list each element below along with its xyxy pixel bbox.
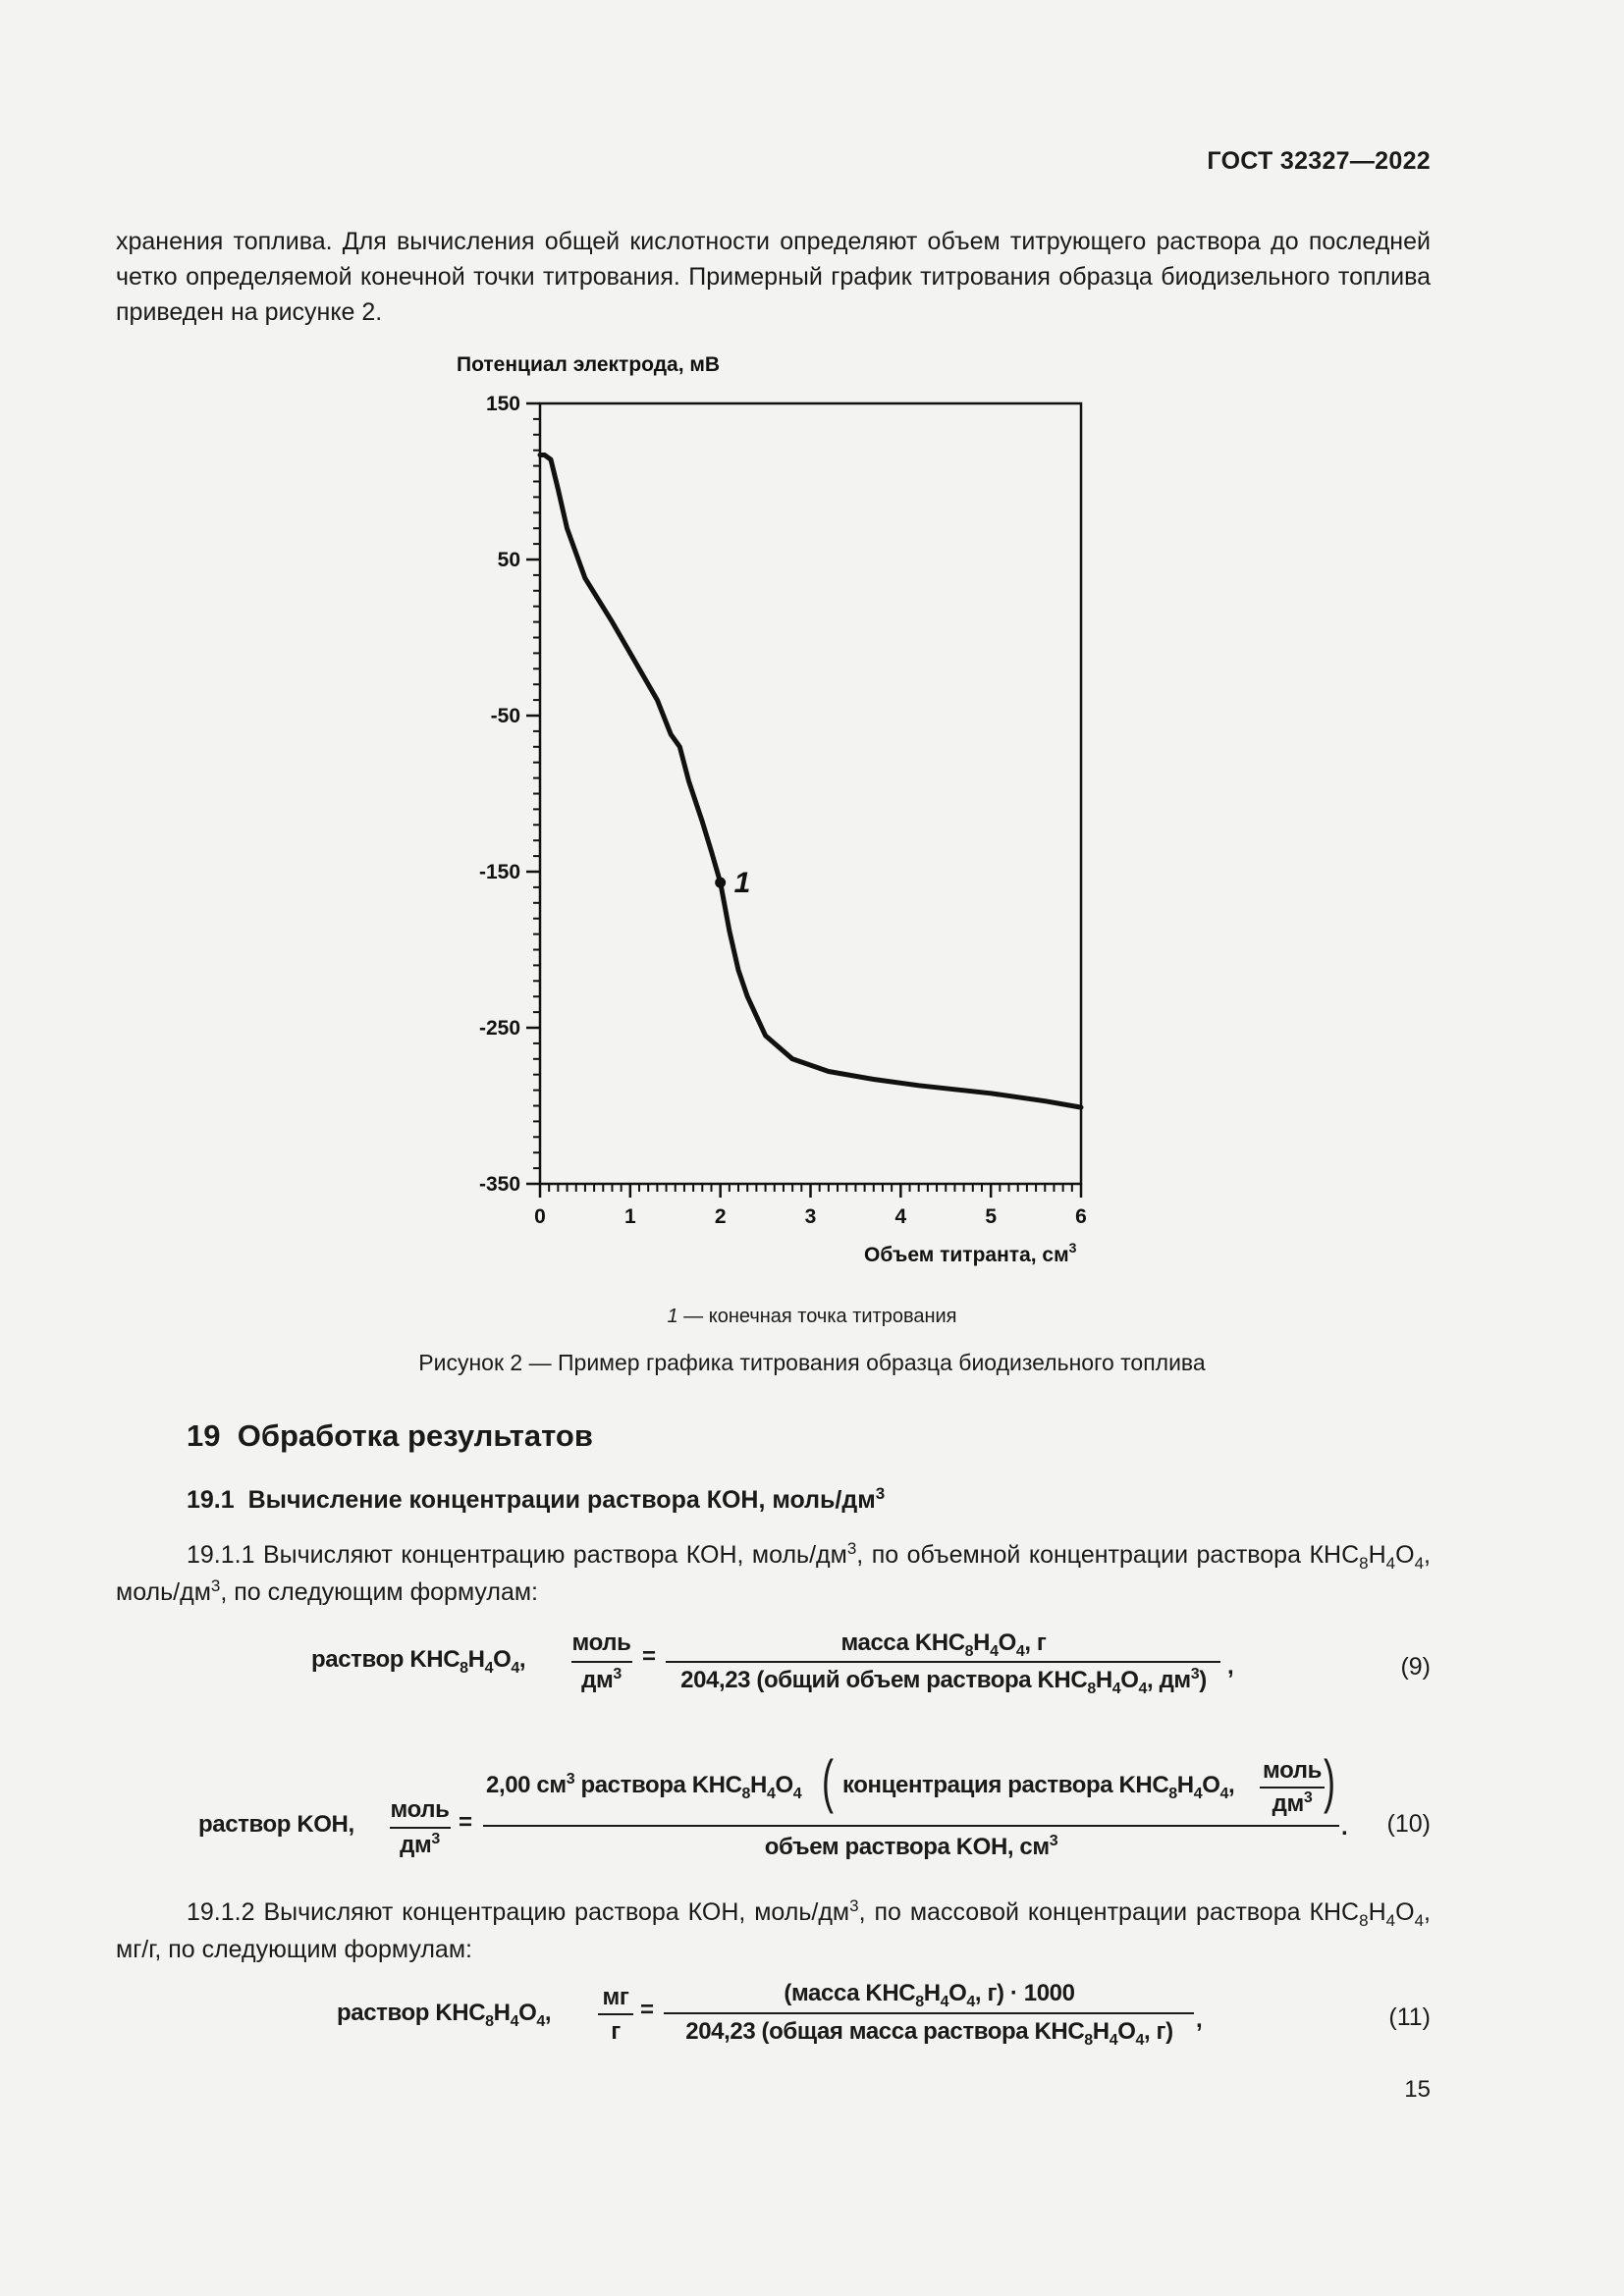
standard-header: ГОСТ 32327—2022: [1207, 147, 1431, 175]
x-tick-label: 3: [804, 1205, 817, 1228]
paragraph-19-1-2: 19.1.2 Вычисляют концентрацию раствора КОН, моль/$дм^3$, по массовой концентрации раствора $КНС_8Н_4О_4$, мг/г, по следующим формулам:: [116, 1896, 1431, 1963]
x-tick-labels: [534, 1205, 1087, 1228]
subsection-heading: [187, 1486, 885, 1515]
y-tick-labels: [479, 393, 520, 1196]
chart-y-axis-label: Потенциал электрода, мВ: [457, 353, 721, 376]
section-number: 19: [187, 1418, 221, 1453]
y-tick-label: -150: [478, 861, 520, 883]
x-tick-label: 2: [714, 1205, 727, 1228]
y-axis-ticks: [526, 403, 540, 1184]
x-tick-label: 1: [623, 1205, 636, 1228]
intro-paragraph: хранения топлива. Для вычисления общей кислотности определяют объем титрующего раствора до последней четко определяемой конечной точки титрования. Примерный график титрования образца биодизельного топлива приведен на рисунке 2.: [116, 228, 1431, 326]
subsection-number: 19.1: [187, 1486, 235, 1514]
y-tick-label: 50: [497, 549, 520, 571]
subsection-sup: 3: [875, 1484, 886, 1503]
section-heading: [187, 1418, 593, 1454]
endpoint-marker: [715, 878, 726, 888]
legend-number: 1: [667, 1306, 678, 1327]
subsection-title: Вычисление концентрации раствора КОН, моль/дм: [247, 1486, 876, 1514]
paragraph-19-1-1: 19.1.1 Вычисляют концентрацию раствора КОН, моль/$дм^3$, по объемной концентрации раствора $КНС_8Н_4О_4$, моль/$дм^3$, по следующим формулам:: [116, 1539, 1431, 1606]
x-tick-label: 4: [894, 1205, 907, 1228]
x-tick-label: 5: [985, 1205, 998, 1228]
y-tick-label: 150: [485, 393, 520, 415]
section-title: Обработка результатов: [237, 1418, 593, 1453]
y-tick-label: -350: [478, 1173, 520, 1196]
y-tick-label: -50: [490, 705, 520, 727]
figure-legend: [0, 1306, 1624, 1328]
document-page: ГОСТ 32327—2022 хранения топлива. Для вычисления общей кислотности определяют объем титрующего раствора до последней четко определяемой конечной точки титрования. Примерный график титрования образца биодизельного топлива приведен на рисунке 2. Потенциал электрода, мВ 150 50 -50 -150 -250 -350 0 1 2 3 4 5 6 1 Объем титранта, $см^3$ 1 — конечная точка титрования Рисунок 2 — Пример графика титрования образца биодизельного топлива 19 Обработка результатов 19.1 Вычисление концентрации раствора КОН, моль/$дм^3$ 19.1.1 Вычисляют концентрацию раствора КОН, моль/$дм^3$, по объемной концентрации раствора $КНС_8Н_4О_4$, моль/$дм^3$, по следующим формулам: раствор $KHC_8H_4O_4$, моль $дм^3$ = масса $KHC_8H_4O_4$, г 204,23 (общий объем раствора $KHC_8H_4O_4$, $дм^3$) , (9) раствор KOH, моль $дм^3$ = 2,00 $см^3$ раствора $KHC_8H_4O_4$ ( концентрация раствора $KHC_8H_4O_4$, моль $дм^3$ ) объем раствора KOH, $см^3$ . (10) 19.1.2 Вычисляют концентрацию раствора КОН, моль/$дм^3$, по массовой концентрации раствора $КНС_8Н_4О_4$, мг/г, по следующим формулам: раствор $KHC_8H_4O_4$, мг г = (масса $KHC_8H_4O_4$, г) · 1000 204,23 (общая масса раствора $KHC_8H_4O_4$, г) , (11) 15: [0, 0, 1624, 2296]
endpoint-label: 1: [733, 867, 751, 900]
x-tick-label: 0: [534, 1205, 546, 1228]
x-tick-label: 6: [1075, 1205, 1087, 1228]
y-tick-label: -250: [478, 1017, 520, 1040]
page-number: 15: [1404, 2076, 1431, 2103]
x-axis-ticks: [540, 1184, 1081, 1198]
chart-x-axis-label: Объем титранта, $см^3$: [864, 1240, 1077, 1266]
titration-curve-line: [540, 455, 1081, 1108]
legend-text: — конечная точка титрования: [677, 1306, 957, 1327]
figure-caption: Рисунок 2 — Пример графика титрования образца биодизельного топлива: [418, 1350, 1206, 1375]
